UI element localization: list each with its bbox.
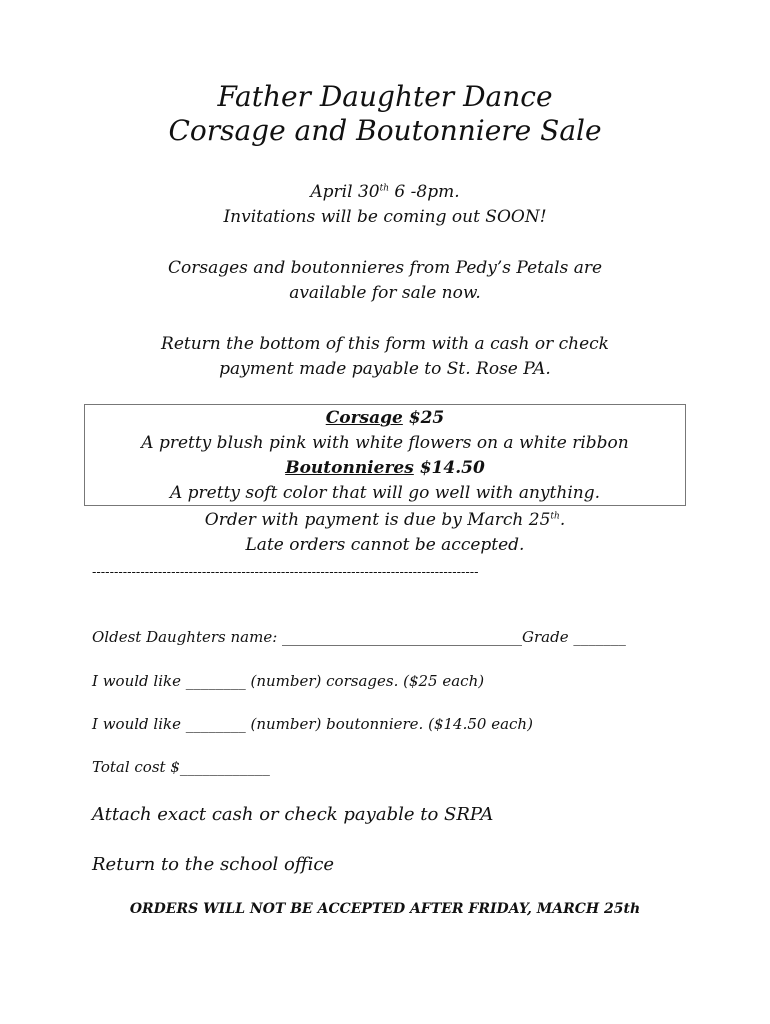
boutonniere-quantity-field: I would like ________ (number) boutonniere. ($14.50 each) (92, 715, 533, 733)
title-line-1: Father Daughter Dance (217, 80, 553, 113)
event-date: April 30th 6 -8pm. (310, 182, 460, 202)
pricing-content (0, 406, 770, 506)
cut-line: ---------------------------------------------------------------------------------------- (92, 565, 479, 580)
return-office-note: Return to the school office (92, 854, 335, 875)
boutonniere-description: A pretty soft color that will go well with anything. (169, 483, 600, 503)
page-title (0, 80, 770, 148)
sale-note-line-1: Corsages and boutonnieres from Pedy’s Petals are (167, 258, 603, 278)
corsage-description: A pretty blush pink with white flowers on a white ribbon (141, 433, 629, 453)
return-line-1: Return the bottom of this form with a cash or check (161, 334, 609, 354)
title-line-2: Corsage and Boutonniere Sale (168, 114, 602, 147)
attach-payment-note: Attach exact cash or check payable to SRPA (92, 804, 494, 825)
boutonniere-label: Boutonnieres (285, 458, 414, 478)
final-notice: ORDERS WILL NOT BE ACCEPTED AFTER FRIDAY, MARCH 25th (129, 901, 641, 917)
corsage-price: $25 (402, 408, 445, 428)
late-orders: Late orders cannot be accepted. (245, 535, 525, 555)
corsage-quantity-field: I would like ________ (number) corsages. ($25 each) (92, 672, 485, 690)
invitations-note: Invitations will be coming out SOON! (223, 207, 547, 227)
boutonniere-price: $14.50 (413, 458, 485, 478)
sale-note-line-2: available for sale now. (289, 283, 481, 303)
total-cost-field: Total cost $____________ (92, 758, 270, 776)
due-date: Order with payment is due by March 25th. (204, 510, 566, 530)
corsage-label: Corsage (325, 408, 403, 428)
return-instructions (0, 332, 770, 382)
sale-note (0, 256, 770, 306)
deadline-info (0, 508, 770, 558)
boutonniere-heading (0, 456, 770, 481)
event-info (0, 180, 770, 230)
return-line-2: payment made payable to St. Rose PA. (219, 359, 551, 379)
corsage-heading (0, 406, 770, 431)
daughter-name-field: Oldest Daughters name: ________________________________Grade _______ (92, 628, 626, 646)
